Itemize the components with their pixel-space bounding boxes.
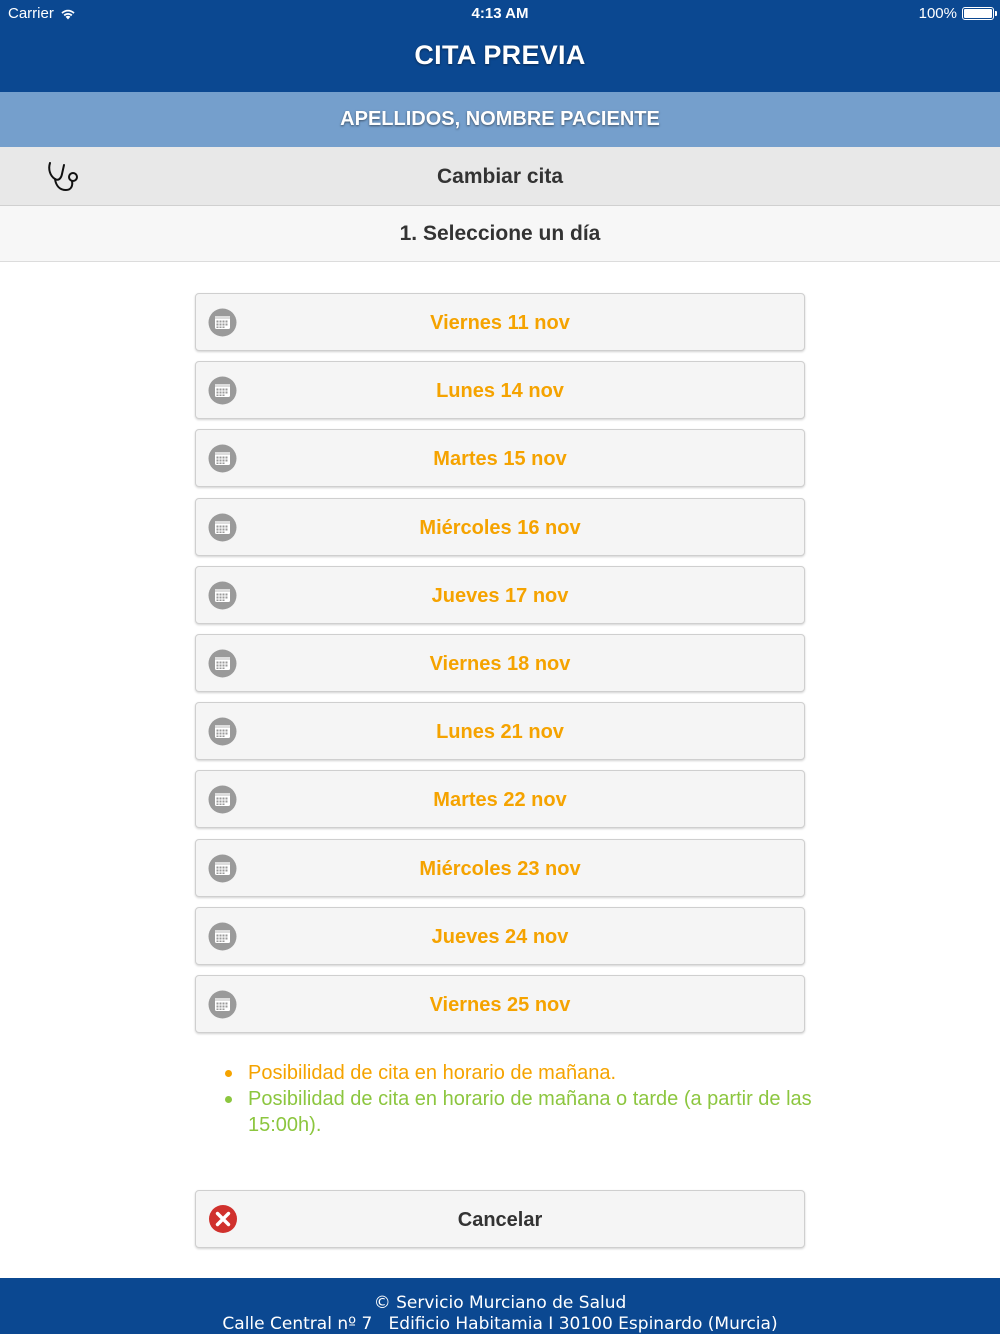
day-button[interactable] [195, 566, 805, 624]
battery-info [919, 5, 994, 22]
footer [0, 1278, 1000, 1334]
day-button[interactable] [195, 634, 805, 692]
carrier-label: Carrier [8, 5, 54, 22]
legend [222, 1060, 812, 1138]
day-button[interactable] [195, 498, 805, 556]
day-button[interactable] [195, 361, 805, 419]
day-label: Jueves 17 nov [431, 584, 569, 607]
clock: 4:13 AM [471, 5, 529, 22]
battery-icon [962, 7, 994, 20]
header [0, 0, 1000, 92]
footer-address: Calle Central nº 7 Edificio Habitamia I 30100 Espinardo (Murcia) [222, 1314, 778, 1334]
day-button[interactable] [195, 429, 805, 487]
change-appointment-label: Cambiar cita [436, 165, 564, 188]
day-button[interactable] [195, 770, 805, 828]
status-bar [0, 0, 1000, 28]
footer-copyright: © Servicio Murciano de Salud [373, 1293, 627, 1313]
change-appointment-bar[interactable] [0, 147, 1000, 206]
day-button[interactable] [195, 975, 805, 1033]
patient-name: APELLIDOS, NOMBRE PACIENTE [0, 92, 1000, 147]
cancel-label: Cancelar [457, 1209, 543, 1231]
day-button[interactable] [195, 293, 805, 351]
day-label: Lunes 21 nov [436, 721, 564, 744]
legend-morning-afternoon: Posibilidad de cita en horario de mañana o tarde (a partir de las 15:00h). [222, 1086, 812, 1138]
day-label: Martes 15 nov [433, 448, 567, 471]
legend-morning: Posibilidad de cita en horario de mañana. [222, 1060, 812, 1086]
cancel-button[interactable] [195, 1190, 805, 1248]
step-title: 1. Seleccione un día [0, 206, 1000, 262]
day-label: Viernes 11 nov [430, 312, 570, 334]
page-title: CITA PREVIA [414, 40, 586, 70]
battery-percent: 100% [918, 5, 957, 22]
day-list [195, 293, 805, 1043]
day-button[interactable] [195, 702, 805, 760]
day-label: Viernes 18 nov [429, 652, 571, 675]
day-label: Viernes 25 nov [429, 993, 571, 1016]
day-button[interactable] [195, 907, 805, 965]
day-label: Jueves 24 nov [431, 925, 569, 948]
day-button[interactable] [195, 839, 805, 897]
day-label: Miércoles 23 nov [419, 857, 581, 880]
day-label: Martes 22 nov [433, 789, 567, 812]
day-label: Miércoles 16 nov [419, 516, 581, 539]
day-label: Lunes 14 nov [436, 380, 564, 403]
